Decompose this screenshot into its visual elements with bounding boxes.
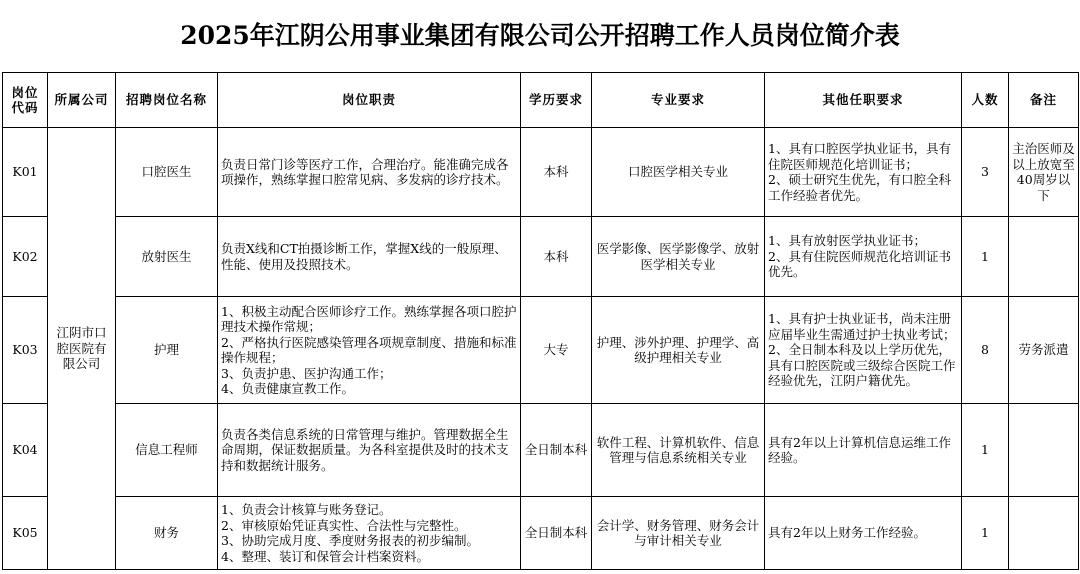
cell-other: 1、具有护士执业证书，尚未注册应届毕业生需通过护士执业考试； 2、全日制本科及以上学历优先，具有口腔医院或三级综合医院工作经验优先，江阴户籍优先。 <box>765 297 962 404</box>
cell-code: K02 <box>3 217 48 297</box>
cell-other: 1、具有放射医学执业证书； 2、具有住院医师规范化培训证书优先。 <box>765 217 962 297</box>
cell-other: 1、具有口腔医学执业证书，具有住院医师规范化培训证书； 2、硕士研究生优先，有口腔全科工作经验者优先。 <box>765 128 962 217</box>
header-count: 人数 <box>962 73 1009 128</box>
cell-remark <box>1009 217 1079 297</box>
cell-remark: 主治医师及以上放宽至40周岁以下 <box>1009 128 1079 217</box>
cell-position: 口腔医生 <box>116 128 218 217</box>
cell-major: 软件工程、计算机软件、信息管理与信息系统相关专业 <box>592 404 765 497</box>
cell-count: 8 <box>962 297 1009 404</box>
table-row <box>3 217 1079 297</box>
positions-table <box>2 72 1079 570</box>
header-company: 所属公司 <box>48 73 116 128</box>
table-row <box>3 497 1079 570</box>
cell-count: 1 <box>962 404 1009 497</box>
cell-duties: 负责X线和CT拍摄诊断工作，掌握X线的一般原理、性能、使用及投照技术。 <box>218 217 521 297</box>
cell-code: K05 <box>3 497 48 570</box>
table-row <box>3 297 1079 404</box>
header-code: 岗位代码 <box>3 73 48 128</box>
header-education: 学历要求 <box>521 73 592 128</box>
cell-duties: 负责各类信息系统的日常管理与维护。管理数据全生命周期，保证数据质量。为各科室提供及时的技术支持和数据统计服务。 <box>218 404 521 497</box>
cell-other: 具有2年以上财务工作经验。 <box>765 497 962 570</box>
header-other: 其他任职要求 <box>765 73 962 128</box>
cell-duties: 1、负责会计核算与账务登记。 2、审核原始凭证真实性、合法性与完整性。 3、协助完成月度、季度财务报表的初步编制。 4、整理、装订和保管会计档案资料。 <box>218 497 521 570</box>
cell-education: 本科 <box>521 128 592 217</box>
cell-count: 3 <box>962 128 1009 217</box>
cell-education: 全日制本科 <box>521 404 592 497</box>
header-position: 招聘岗位名称 <box>116 73 218 128</box>
cell-duties: 负责日常门诊等医疗工作，合理治疗。能准确完成各项操作，熟练掌握口腔常见病、多发病的诊疗技术。 <box>218 128 521 217</box>
cell-code: K01 <box>3 128 48 217</box>
cell-major: 医学影像、医学影像学、放射医学相关专业 <box>592 217 765 297</box>
header-major: 专业要求 <box>592 73 765 128</box>
cell-code: K03 <box>3 297 48 404</box>
table-row <box>3 128 1079 217</box>
header-duties: 岗位职责 <box>218 73 521 128</box>
cell-major: 护理、涉外护理、护理学、高级护理相关专业 <box>592 297 765 404</box>
cell-position: 财务 <box>116 497 218 570</box>
cell-remark <box>1009 404 1079 497</box>
cell-code: K04 <box>3 404 48 497</box>
header-row <box>3 73 1079 128</box>
cell-company: 江阴市口腔医院有限公司 <box>48 128 116 570</box>
cell-position: 信息工程师 <box>116 404 218 497</box>
cell-education: 本科 <box>521 217 592 297</box>
cell-education: 大专 <box>521 297 592 404</box>
cell-other: 具有2年以上计算机信息运维工作经验。 <box>765 404 962 497</box>
cell-count: 1 <box>962 217 1009 297</box>
cell-count: 1 <box>962 497 1009 570</box>
cell-position: 护理 <box>116 297 218 404</box>
cell-major: 会计学、财务管理、财务会计与审计相关专业 <box>592 497 765 570</box>
cell-remark <box>1009 497 1079 570</box>
cell-major: 口腔医学相关专业 <box>592 128 765 217</box>
cell-duties: 1、积极主动配合医师诊疗工作。熟练掌握各项口腔护理技术操作常规； 2、严格执行医院感染管理各项规章制度、措施和标准操作规程； 3、负责护患、医护沟通工作； 4、负责健康宣教工作。 <box>218 297 521 404</box>
page-title: 2025年江阴公用事业集团有限公司公开招聘工作人员岗位简介表 <box>180 21 900 50</box>
cell-remark: 劳务派遣 <box>1009 297 1079 404</box>
table-row <box>3 404 1079 497</box>
cell-position: 放射医生 <box>116 217 218 297</box>
cell-education: 全日制本科 <box>521 497 592 570</box>
header-remark: 备注 <box>1009 73 1079 128</box>
